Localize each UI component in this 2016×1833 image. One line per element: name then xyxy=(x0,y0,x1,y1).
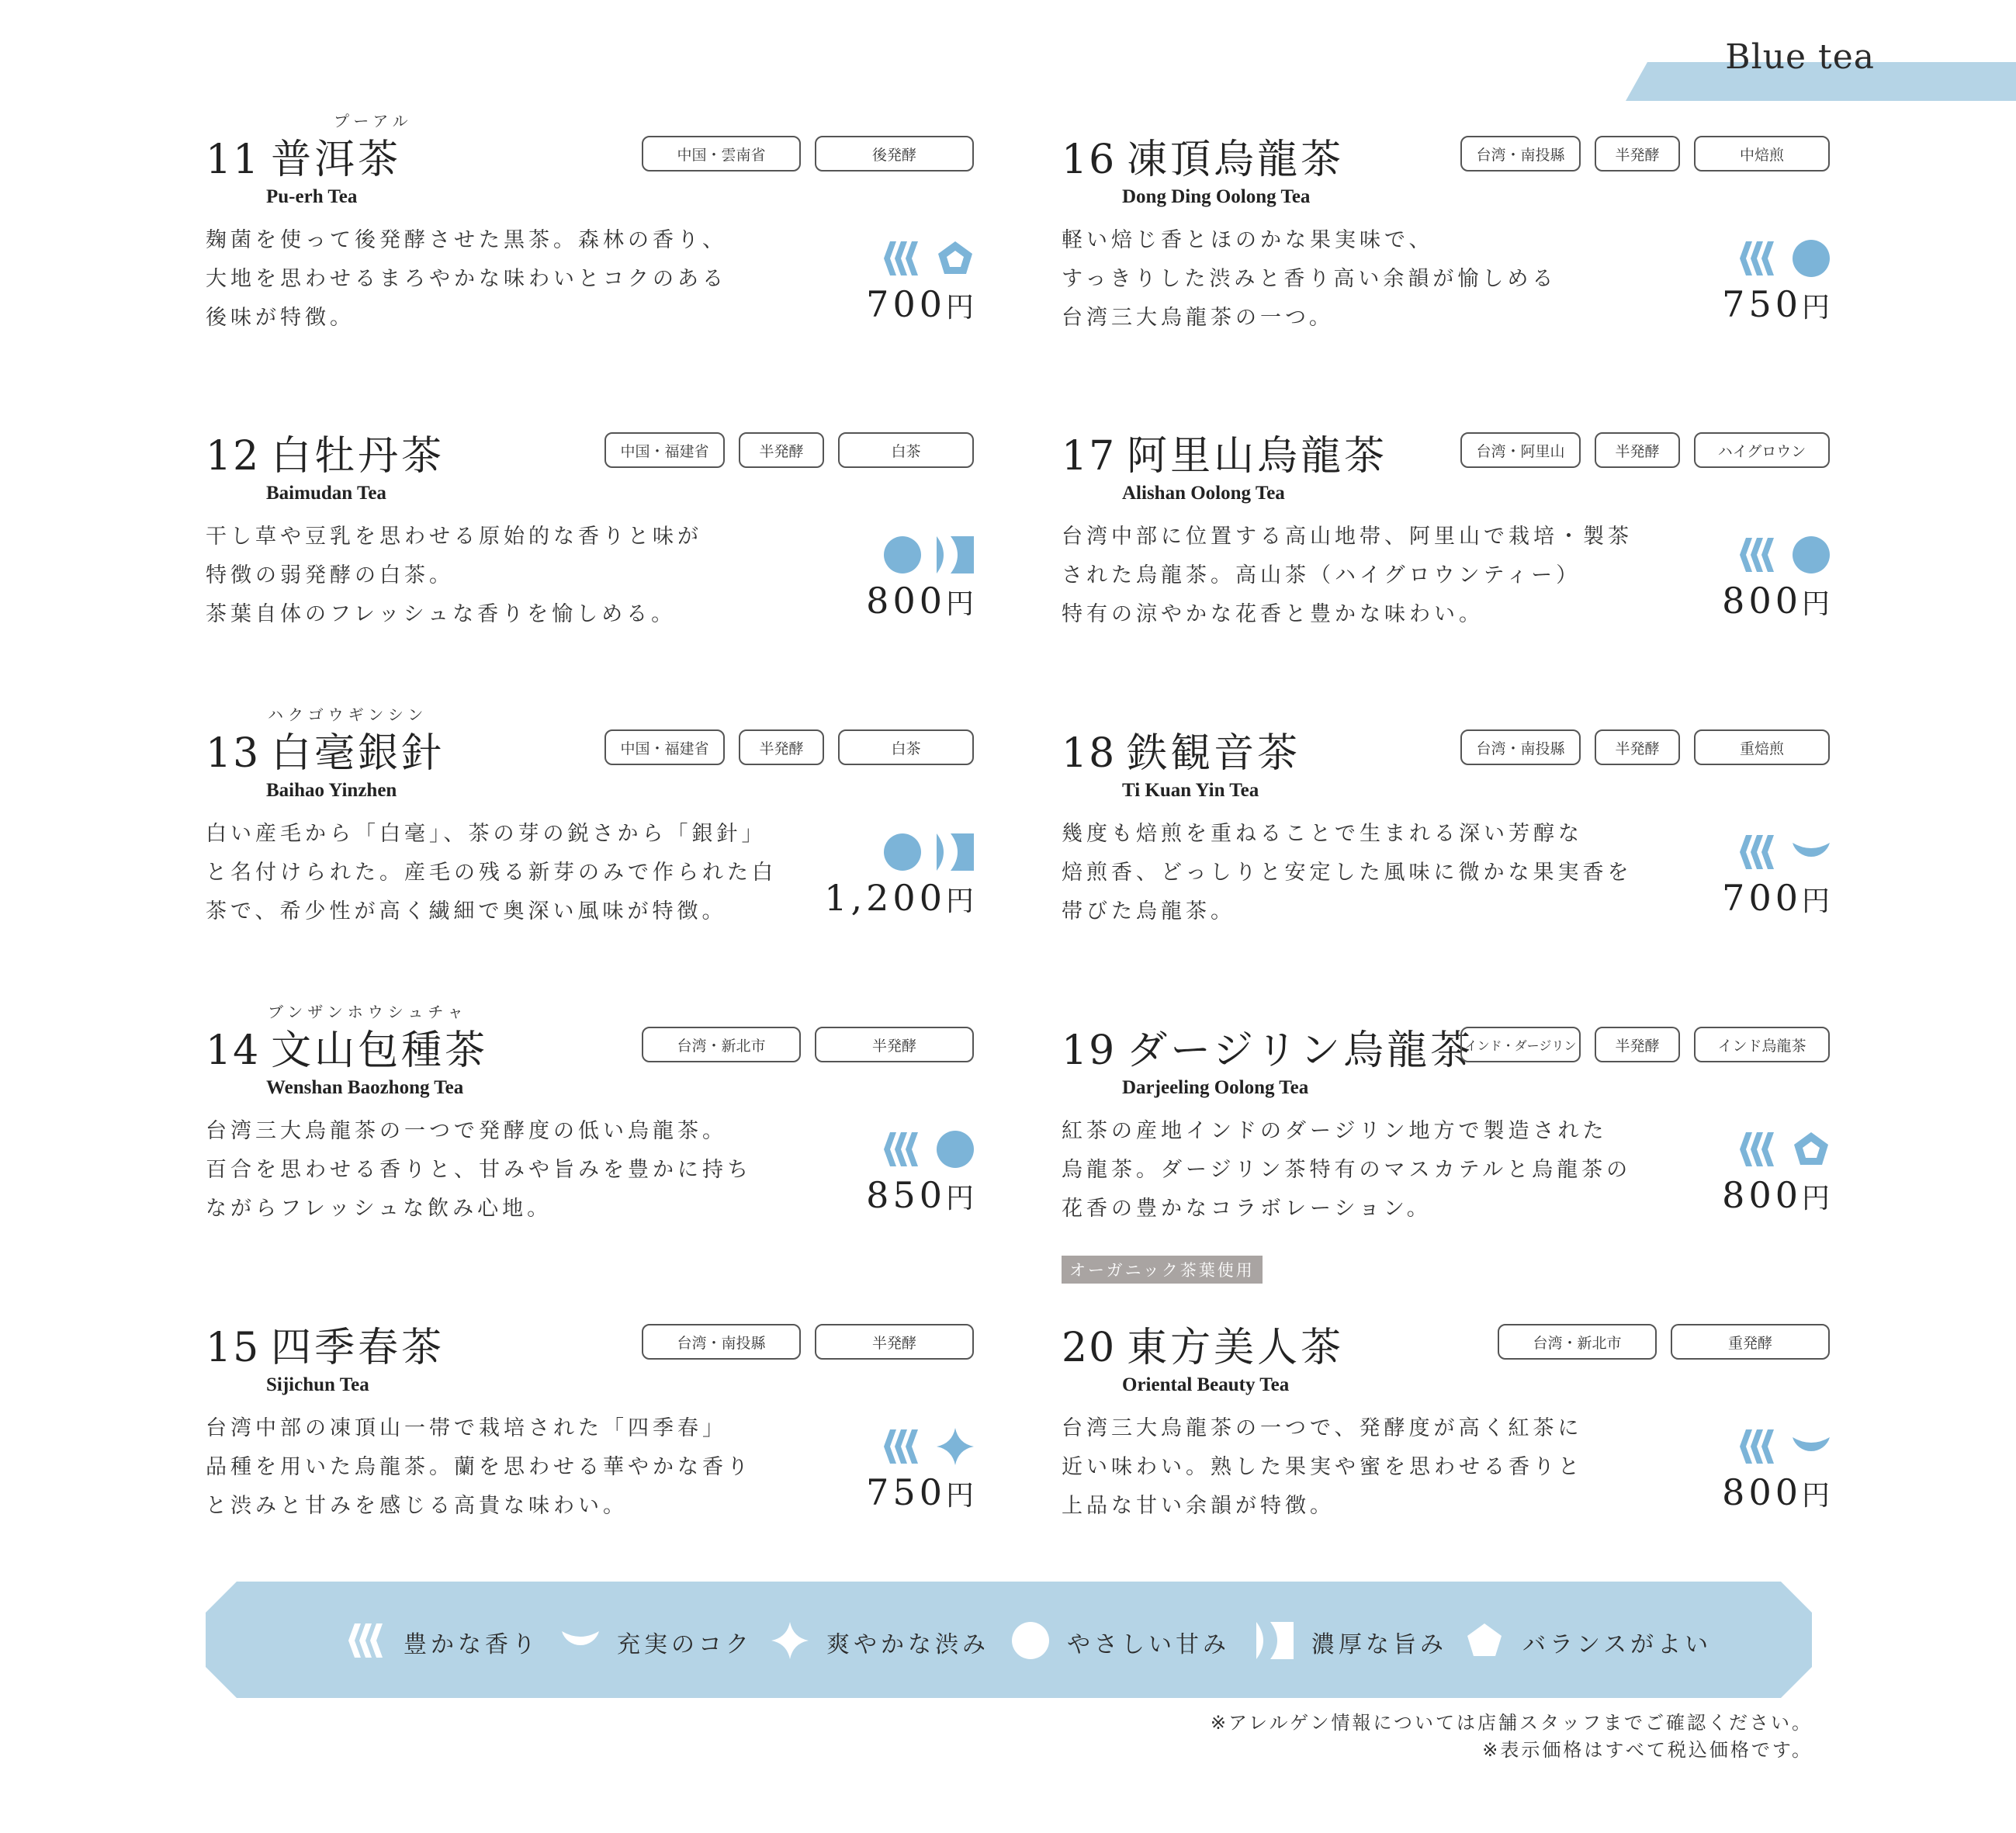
price-currency: 円 xyxy=(945,1183,974,1214)
item-tag: 重焙煎 xyxy=(1694,729,1830,765)
description-line: 特徴の弱発酵の白茶。 xyxy=(206,563,454,587)
price-value: 800 xyxy=(1722,580,1802,622)
body-icon xyxy=(1789,830,1833,874)
balance-icon xyxy=(1463,1619,1506,1662)
legend-label: 充実のコク xyxy=(617,1631,753,1658)
item-tag: 半発酵 xyxy=(1595,432,1680,468)
description-line: 台湾三大烏龍茶の一つで発酵度の低い烏龍茶。 xyxy=(206,1119,727,1143)
item-number: 12 xyxy=(206,433,261,480)
item-name: 白牡丹茶 xyxy=(271,433,445,480)
item-price xyxy=(1722,1471,1830,1513)
description-line: 幾度も焙煎を重ねることで生まれる深い芳醇な xyxy=(1062,822,1583,846)
flavor-icons xyxy=(881,830,974,874)
item-tags xyxy=(604,432,974,468)
item-english-name: Baimudan Tea xyxy=(266,483,386,504)
description-line: 烏龍茶。ダージリン茶特有のマスカテルと烏龍茶の xyxy=(1062,1158,1632,1182)
description-line: 台湾三大烏龍茶の一つ。 xyxy=(1062,306,1334,330)
item-name: 文山包種茶 xyxy=(271,1027,489,1074)
item-tag: 半発酵 xyxy=(1595,729,1680,765)
description-line: 軽い焙じ香とほのかな果実味で、 xyxy=(1062,228,1434,252)
item-ruby: ハクゴウギンシン xyxy=(268,705,428,724)
flavor-legend xyxy=(206,1582,1812,1698)
legend-label: 爽やかな渋み xyxy=(826,1631,989,1658)
item-tag: 半発酵 xyxy=(815,1027,974,1062)
item-tag: 半発酵 xyxy=(1595,1027,1680,1062)
aroma-icon xyxy=(1737,1425,1780,1468)
item-title xyxy=(1062,1027,1474,1074)
item-price xyxy=(866,283,974,325)
description-line: 台湾中部の凍頂山一帯で栽培された「四季春」 xyxy=(206,1416,727,1440)
legend-label: バランスがよい xyxy=(1522,1631,1713,1658)
item-price xyxy=(866,580,974,622)
price-value: 1,200 xyxy=(824,877,946,919)
aroma-icon xyxy=(1737,830,1780,874)
price-value: 800 xyxy=(1722,1174,1802,1216)
item-name: 鉄観音茶 xyxy=(1127,730,1301,777)
item-tag: 中国・福建省 xyxy=(604,729,725,765)
item-number: 18 xyxy=(1062,730,1117,777)
sweetness-icon xyxy=(881,830,924,874)
item-title xyxy=(1062,1325,1345,1371)
price-currency: 円 xyxy=(1801,588,1830,620)
item-tag: 台湾・南投縣 xyxy=(1460,729,1581,765)
item-title xyxy=(1062,433,1388,480)
sweetness-icon xyxy=(1009,1619,1052,1662)
item-number: 19 xyxy=(1062,1027,1117,1074)
item-description xyxy=(1062,1409,1620,1526)
price-currency: 円 xyxy=(945,885,974,917)
price-currency: 円 xyxy=(1801,885,1830,917)
aroma-icon xyxy=(881,237,924,280)
item-tags xyxy=(604,729,974,765)
item-price xyxy=(1722,877,1830,919)
item-tag: 台湾・新北市 xyxy=(642,1027,801,1062)
item-price xyxy=(1722,1174,1830,1216)
balance-icon xyxy=(1789,1128,1833,1171)
item-number: 11 xyxy=(206,137,261,183)
item-tags xyxy=(1460,1027,1830,1062)
item-tag: 台湾・南投縣 xyxy=(1460,136,1581,172)
item-tags xyxy=(642,136,974,172)
legend-label: やさしい甘み xyxy=(1067,1631,1230,1658)
flavor-icons xyxy=(1737,237,1830,280)
item-english-name: Baihao Yinzhen xyxy=(266,780,397,801)
item-tag: 重発酵 xyxy=(1671,1324,1830,1360)
menu-item-17 xyxy=(1062,433,1830,700)
item-number: 14 xyxy=(206,1027,261,1074)
item-name: 凍頂烏龍茶 xyxy=(1127,137,1345,183)
menu-item-13 xyxy=(206,705,974,997)
item-price xyxy=(866,1471,974,1513)
item-title xyxy=(1062,730,1301,777)
item-number: 13 xyxy=(206,730,261,777)
price-currency: 円 xyxy=(1801,1183,1830,1214)
aroma-icon xyxy=(345,1619,389,1662)
flavor-icons xyxy=(1737,533,1830,577)
description-line: ながらフレッシュな飲み心地。 xyxy=(206,1197,552,1221)
price-currency: 円 xyxy=(945,588,974,620)
item-tag: 台湾・南投縣 xyxy=(642,1324,801,1360)
price-value: 700 xyxy=(1722,877,1802,919)
description-line: 上品な甘い余韻が特徴。 xyxy=(1062,1494,1335,1518)
item-tag: 白茶 xyxy=(838,729,974,765)
item-title xyxy=(206,1325,445,1371)
price-value: 850 xyxy=(866,1174,946,1216)
flavor-icons xyxy=(1737,830,1830,874)
aroma-icon xyxy=(1737,1128,1780,1171)
flavor-icons xyxy=(881,1425,974,1468)
item-description xyxy=(1062,1112,1632,1228)
price-value: 800 xyxy=(866,580,946,622)
flavor-icons xyxy=(1737,1128,1830,1171)
item-english-name: Ti Kuan Yin Tea xyxy=(1122,780,1259,801)
price-value: 750 xyxy=(1722,283,1802,325)
item-number: 17 xyxy=(1062,433,1117,480)
item-english-name: Alishan Oolong Tea xyxy=(1122,483,1285,504)
description-line: 茶で、希少性が高く繊細で奥深い風味が特徴。 xyxy=(206,899,727,923)
description-line: 品種を用いた烏龍茶。蘭を思わせる華やかな香り xyxy=(206,1455,752,1479)
price-currency: 円 xyxy=(1801,292,1830,324)
item-tag: 半発酵 xyxy=(739,432,824,468)
description-line: 大地を思わせるまろやかな味わいとコクのある xyxy=(206,267,727,291)
description-line: 花香の豊かなコラボレーション。 xyxy=(1062,1197,1432,1221)
menu-item-18 xyxy=(1062,730,1830,997)
item-description xyxy=(206,815,777,931)
menu-item-11 xyxy=(206,112,974,404)
aroma-icon xyxy=(1737,533,1780,577)
price-currency: 円 xyxy=(945,1480,974,1512)
flavor-icons xyxy=(1737,1425,1830,1468)
menu-item-15 xyxy=(206,1325,974,1592)
page-title: Blue tea xyxy=(1725,37,1875,77)
sweetness-icon xyxy=(934,1128,977,1171)
menu-item-14 xyxy=(206,1003,974,1294)
item-tag: 中国・雲南省 xyxy=(642,136,801,172)
item-description xyxy=(206,221,764,338)
description-line: 台湾三大烏龍茶の一つで、発酵度が高く紅茶に xyxy=(1062,1416,1583,1440)
description-line: 近い味わい。熟した果実や蜜を思わせる香りと xyxy=(1062,1455,1583,1479)
description-line: 焙煎香、どっしりと安定した風味に微かな果実香を xyxy=(1062,861,1633,885)
umami-icon xyxy=(934,830,977,874)
item-number: 20 xyxy=(1062,1325,1117,1371)
item-description xyxy=(1062,518,1633,634)
price-value: 800 xyxy=(1722,1471,1802,1513)
sweetness-icon xyxy=(881,533,924,577)
item-english-name: Sijichun Tea xyxy=(266,1374,369,1395)
item-tag: 半発酵 xyxy=(1595,136,1680,172)
menu-item-12 xyxy=(206,433,974,700)
legend-label: 豊かな香り xyxy=(404,1631,539,1658)
item-tags xyxy=(1498,1324,1830,1360)
item-description xyxy=(1062,815,1633,931)
legend-label: 濃厚な旨み xyxy=(1311,1631,1447,1658)
item-tags xyxy=(1460,136,1830,172)
item-title xyxy=(206,1027,489,1074)
item-name: 四季春茶 xyxy=(271,1325,445,1371)
item-tags xyxy=(1460,729,1830,765)
item-name: ダージリン烏龍茶 xyxy=(1127,1027,1474,1074)
item-english-name: Darjeeling Oolong Tea xyxy=(1122,1077,1309,1098)
item-name: 東方美人茶 xyxy=(1127,1325,1345,1371)
item-title xyxy=(206,433,445,480)
description-line: 紅茶の産地インドのダージリン地方で製造された xyxy=(1062,1119,1608,1143)
item-description xyxy=(206,1409,764,1526)
item-tag: インド烏龍茶 xyxy=(1694,1027,1830,1062)
body-icon xyxy=(1789,1425,1833,1468)
item-number: 15 xyxy=(206,1325,261,1371)
flavor-icons xyxy=(881,533,974,577)
umami-icon xyxy=(934,533,977,577)
item-ruby: プーアル xyxy=(334,112,413,130)
description-line: 麹菌を使って後発酵させた黒茶。森林の香り、 xyxy=(206,228,727,252)
aroma-icon xyxy=(881,1128,924,1171)
item-description xyxy=(206,518,764,634)
item-tag: 白茶 xyxy=(838,432,974,468)
item-tags xyxy=(642,1027,974,1062)
item-tag: 台湾・新北市 xyxy=(1498,1324,1657,1360)
flavor-icons xyxy=(881,237,974,280)
item-name: 白毫銀針 xyxy=(271,730,445,777)
astringency-icon xyxy=(768,1619,812,1662)
price-currency: 円 xyxy=(945,292,974,324)
item-name: 普洱茶 xyxy=(271,137,402,183)
item-name: 阿里山烏龍茶 xyxy=(1127,433,1388,480)
item-tag: 中国・福建省 xyxy=(604,432,725,468)
umami-icon xyxy=(1253,1619,1297,1662)
menu-item-20 xyxy=(1062,1325,1830,1592)
item-description xyxy=(206,1112,764,1228)
item-price xyxy=(1722,283,1830,325)
sweetness-icon xyxy=(1789,533,1833,577)
description-line: 後味が特徴。 xyxy=(206,306,355,330)
body-icon xyxy=(559,1619,602,1662)
item-tags xyxy=(642,1324,974,1360)
description-line: すっきりした渋みと香り高い余韻が愉しめる xyxy=(1062,267,1557,291)
price-value: 750 xyxy=(866,1471,946,1513)
item-price xyxy=(824,877,974,919)
tax-note: ※表示価格はすべて税込価格です。 xyxy=(1482,1739,1813,1761)
aroma-icon xyxy=(881,1425,924,1468)
price-value: 700 xyxy=(866,283,946,325)
item-tag: 後発酵 xyxy=(815,136,974,172)
organic-badge: オーガニック茶葉使用 xyxy=(1062,1256,1263,1284)
description-line: 干し草や豆乳を思わせる原始的な香りと味が xyxy=(206,525,702,549)
item-title xyxy=(206,137,402,183)
sweetness-icon xyxy=(1789,237,1833,280)
item-english-name: Dong Ding Oolong Tea xyxy=(1122,186,1311,207)
astringency-icon xyxy=(934,1425,977,1468)
description-line: 台湾中部に位置する高山地帯、阿里山で栽培・製茶 xyxy=(1062,525,1633,549)
description-line: 百合を思わせる香りと、甘みや旨みを豊かに持ち xyxy=(206,1158,752,1182)
aroma-icon xyxy=(1737,237,1780,280)
item-price xyxy=(1722,580,1830,622)
item-tag: 半発酵 xyxy=(815,1324,974,1360)
item-title xyxy=(206,730,445,777)
description-line: された烏龍茶。高山茶（ハイグロウンティー） xyxy=(1062,563,1581,587)
item-english-name: Oriental Beauty Tea xyxy=(1122,1374,1290,1395)
balance-icon xyxy=(934,237,977,280)
menu-item-19 xyxy=(1062,1027,1830,1294)
item-ruby: ブンザンホウシュチャ xyxy=(268,1003,468,1021)
item-tag: ハイグロウン xyxy=(1694,432,1830,468)
item-tags xyxy=(1460,432,1830,468)
description-line: 茶葉自体のフレッシュな香りを愉しめる。 xyxy=(206,602,677,626)
item-number: 16 xyxy=(1062,137,1117,183)
item-tag: インド・ダージリン xyxy=(1460,1027,1581,1062)
item-english-name: Pu-erh Tea xyxy=(266,186,358,207)
flavor-icons xyxy=(881,1128,974,1171)
description-line: と渋みと甘みを感じる高貴な味わい。 xyxy=(206,1494,628,1518)
item-english-name: Wenshan Baozhong Tea xyxy=(266,1077,464,1098)
allergen-note: ※アレルゲン情報については店舗スタッフまでご確認ください。 xyxy=(1210,1712,1813,1734)
price-currency: 円 xyxy=(1801,1480,1830,1512)
description-line: 帯びた烏龍茶。 xyxy=(1062,899,1235,923)
description-line: 特有の涼やかな花香と豊かな味わい。 xyxy=(1062,602,1484,626)
item-tag: 台湾・阿里山 xyxy=(1460,432,1581,468)
description-line: 白い産毛から「白毫」、茶の芽の鋭さから「銀針」 xyxy=(206,822,767,846)
item-tag: 中焙煎 xyxy=(1694,136,1830,172)
item-tag: 半発酵 xyxy=(739,729,824,765)
menu-item-16 xyxy=(1062,137,1830,404)
item-title xyxy=(1062,137,1345,183)
item-description xyxy=(1062,221,1620,338)
description-line: と名付けられた。産毛の残る新芽のみで作られた白 xyxy=(206,861,777,885)
item-price xyxy=(866,1174,974,1216)
